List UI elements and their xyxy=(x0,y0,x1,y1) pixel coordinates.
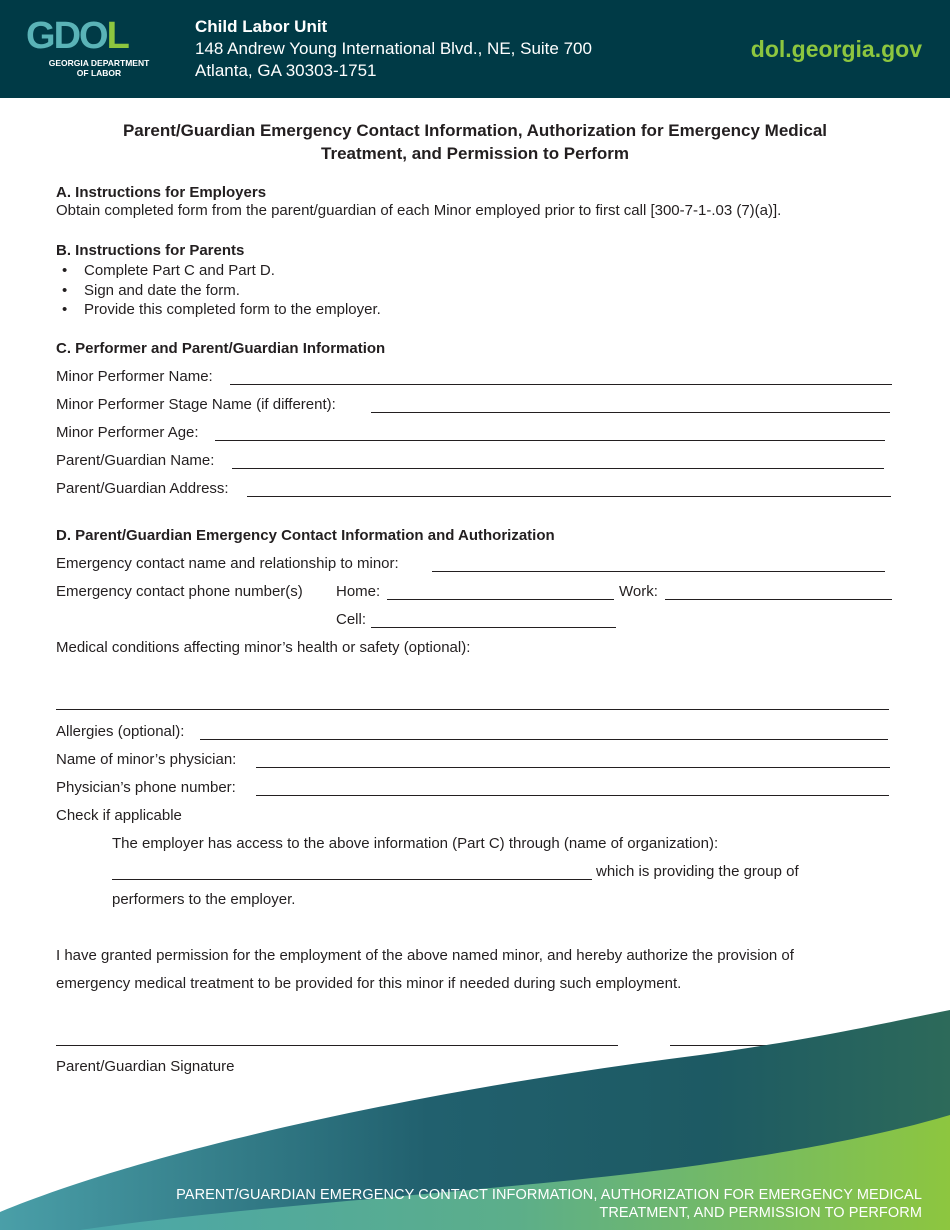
physician-name-label: Name of minor’s physician: xyxy=(56,751,237,768)
physician-name-field[interactable] xyxy=(256,767,890,768)
instruction-item: Complete Part C and Part D. xyxy=(84,262,275,279)
permission-text-2: emergency medical treatment to be provided for this minor if needed during such employment. xyxy=(56,975,682,992)
physician-phone-field[interactable] xyxy=(256,795,889,796)
check-applicable-label: Check if applicable xyxy=(56,807,182,824)
minor-age-label: Minor Performer Age: xyxy=(56,424,199,441)
section-c-heading: C. Performer and Parent/Guardian Information xyxy=(56,340,386,357)
section-d-heading: D. Parent/Guardian Emergency Contact Information and Authorization xyxy=(56,527,555,544)
unit-title: Child Labor Unit xyxy=(195,17,328,36)
medical-conditions-field[interactable] xyxy=(56,709,889,710)
guardian-name-label: Parent/Guardian Name: xyxy=(56,452,215,469)
instruction-item: Provide this completed form to the employer. xyxy=(84,301,381,318)
address-line-2: Atlanta, GA 30303-1751 xyxy=(195,61,377,80)
stage-name-field[interactable] xyxy=(371,412,890,413)
section-b-heading: B. Instructions for Parents xyxy=(56,242,245,259)
section-a-text: Obtain completed form from the parent/guardian of each Minor employed prior to first call [300-7-1-.03 (7)(a)]. xyxy=(56,202,782,219)
minor-name-label: Minor Performer Name: xyxy=(56,368,213,385)
logo-department: GEORGIA DEPARTMENT OF LABOR xyxy=(48,58,150,78)
guardian-name-field[interactable] xyxy=(232,468,884,469)
cell-phone-label: Cell: xyxy=(336,611,367,628)
instruction-item: Sign and date the form. xyxy=(84,282,240,299)
guardian-address-field[interactable] xyxy=(247,496,891,497)
stage-name-label: Minor Performer Stage Name (if different): xyxy=(56,396,336,413)
minor-age-field[interactable] xyxy=(215,440,885,441)
allergies-field[interactable] xyxy=(200,739,888,740)
bullet-icon: • xyxy=(62,262,68,279)
bullet-icon: • xyxy=(62,282,68,299)
work-phone-field[interactable] xyxy=(665,599,892,600)
website-link[interactable]: dol.georgia.gov xyxy=(750,36,922,62)
header-banner xyxy=(0,0,950,98)
home-phone-field[interactable] xyxy=(387,599,614,600)
gdol-logo xyxy=(26,16,162,82)
guardian-address-label: Parent/Guardian Address: xyxy=(56,480,229,497)
physician-phone-label: Physician’s phone number: xyxy=(56,779,236,796)
logo-text: GDOL xyxy=(26,15,128,57)
providing-text: which is providing the group of xyxy=(596,863,799,880)
document-title: Parent/Guardian Emergency Contact Information, Authorization for Emergency Medical Treatment, and Permission to Perform xyxy=(122,121,828,163)
emergency-contact-label: Emergency contact name and relationship to minor: xyxy=(56,555,399,572)
performers-text: performers to the employer. xyxy=(112,891,296,908)
organization-name-field[interactable] xyxy=(112,879,592,880)
medical-conditions-label: Medical conditions affecting minor’s health or safety (optional): xyxy=(56,639,471,656)
employer-access-text: The employer has access to the above information (Part C) through (name of organization): xyxy=(112,835,719,852)
unit-address xyxy=(195,16,592,82)
home-phone-label: Home: xyxy=(336,583,381,600)
footer-title: PARENT/GUARDIAN EMERGENCY CONTACT INFORMATION, AUTHORIZATION FOR EMERGENCY MEDICAL TREATMENT, AND PERMISSION TO PERFORM xyxy=(176,1187,922,1221)
section-a-heading: A. Instructions for Employers xyxy=(56,184,267,201)
minor-name-field[interactable] xyxy=(230,384,892,385)
emergency-contact-field[interactable] xyxy=(432,571,885,572)
address-line-1: 148 Andrew Young International Blvd., NE, Suite 700 xyxy=(195,39,592,58)
cell-phone-field[interactable] xyxy=(371,627,616,628)
phone-label: Emergency contact phone number(s) xyxy=(56,583,303,600)
allergies-label: Allergies (optional): xyxy=(56,723,185,740)
permission-text-1: I have granted permission for the employment of the above named minor, and hereby authorize the provision of xyxy=(56,947,794,964)
signature-label: Parent/Guardian Signature xyxy=(56,1058,235,1075)
work-phone-label: Work: xyxy=(619,583,658,600)
bullet-icon: • xyxy=(62,301,68,318)
